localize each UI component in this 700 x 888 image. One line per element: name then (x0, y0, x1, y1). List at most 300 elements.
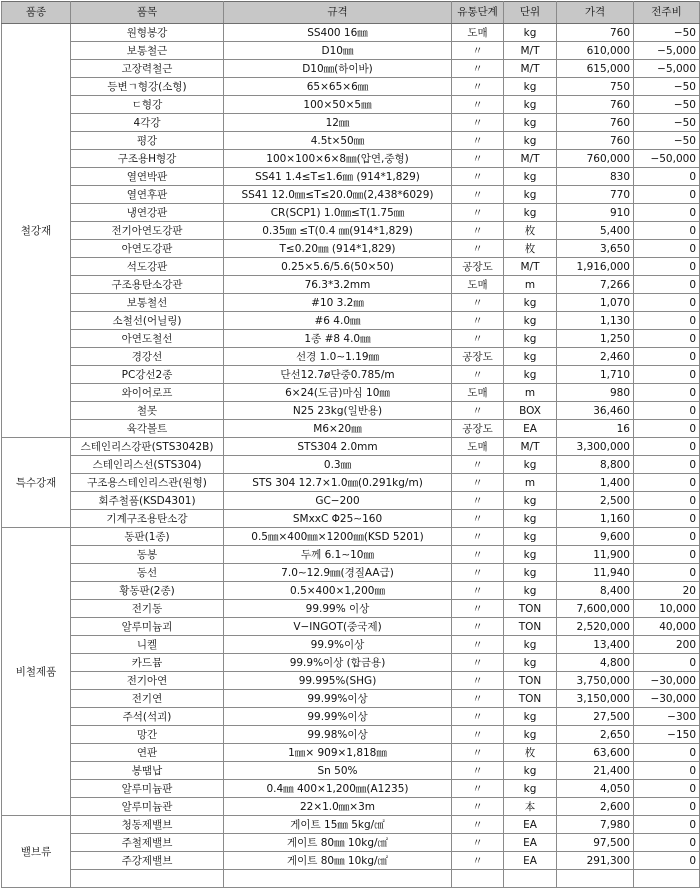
item-stage: 〃 (452, 294, 504, 312)
category-cell: 밸브류 (2, 816, 71, 888)
item-name: 원형봉강 (71, 24, 224, 42)
item-spec: 게이트 80㎜ 10kg/㎠ (224, 834, 452, 852)
item-unit: TON (504, 618, 557, 636)
item-price: 910 (557, 204, 634, 222)
item-name: 청동제밸브 (71, 816, 224, 834)
item-name: 소철선(어닐링) (71, 312, 224, 330)
item-unit: 枚 (504, 744, 557, 762)
item-change: 0 (634, 312, 700, 330)
item-price: 3,750,000 (557, 672, 634, 690)
item-unit: TON (504, 600, 557, 618)
item-stage: 〃 (452, 456, 504, 474)
table-row (2, 852, 700, 870)
item-change: 20 (634, 582, 700, 600)
item-change: 0 (634, 384, 700, 402)
table-row (2, 114, 700, 132)
item-unit: m (504, 384, 557, 402)
item-spec: 22×1.0㎜×3m (224, 798, 452, 816)
table-row (2, 510, 700, 528)
table-row (2, 186, 700, 204)
item-change: 0 (634, 348, 700, 366)
table-header (2, 2, 700, 24)
item-change: 0 (634, 780, 700, 798)
item-stage: 〃 (452, 402, 504, 420)
item-name: 주강제밸브 (71, 852, 224, 870)
item-spec: SS41 12.0㎜≤T≤20.0㎜(2,438*6029) (224, 186, 452, 204)
table-row (2, 204, 700, 222)
item-price: 770 (557, 186, 634, 204)
item-change: 0 (634, 654, 700, 672)
item-stage: 공장도 (452, 420, 504, 438)
item-unit: kg (504, 24, 557, 42)
item-name: 알루미늄판 (71, 780, 224, 798)
item-price: 750 (557, 78, 634, 96)
item-change: −50 (634, 78, 700, 96)
item-spec: SS400 16㎜ (224, 24, 452, 42)
empty-cell (634, 870, 700, 888)
item-change: 0 (634, 294, 700, 312)
item-price: 7,266 (557, 276, 634, 294)
item-change: 0 (634, 798, 700, 816)
empty-cell (224, 870, 452, 888)
item-unit: kg (504, 204, 557, 222)
item-spec: 0.25×5.6/5.6(50×50) (224, 258, 452, 276)
item-price: 615,000 (557, 60, 634, 78)
item-unit: kg (504, 312, 557, 330)
item-spec: 0.3㎜ (224, 456, 452, 474)
item-spec: 99.9%이상 (224, 636, 452, 654)
item-stage: 공장도 (452, 348, 504, 366)
header-item: 품목 (71, 2, 224, 24)
item-name: 주철제밸브 (71, 834, 224, 852)
item-price: 3,650 (557, 240, 634, 258)
item-stage: 〃 (452, 150, 504, 168)
item-stage: 〃 (452, 672, 504, 690)
item-price: 291,300 (557, 852, 634, 870)
item-change: 0 (634, 204, 700, 222)
item-unit: kg (504, 528, 557, 546)
item-change: 0 (634, 474, 700, 492)
item-name: 봉땜납 (71, 762, 224, 780)
item-name: 스테인리스강판(STS3042B) (71, 438, 224, 456)
item-stage: 〃 (452, 114, 504, 132)
item-name: 아연도철선 (71, 330, 224, 348)
item-price: 9,600 (557, 528, 634, 546)
item-change: 0 (634, 528, 700, 546)
table-row (2, 834, 700, 852)
table-row (2, 240, 700, 258)
item-price: 11,900 (557, 546, 634, 564)
item-spec: 선경 1.0∼1.19㎜ (224, 348, 452, 366)
item-change: 200 (634, 636, 700, 654)
table-row (2, 528, 700, 546)
empty-cell (557, 870, 634, 888)
item-unit: M/T (504, 438, 557, 456)
item-change: 0 (634, 330, 700, 348)
category-cell: 철강재 (2, 24, 71, 438)
item-unit: kg (504, 762, 557, 780)
item-name: 카드뮴 (71, 654, 224, 672)
item-name: 아연도강판 (71, 240, 224, 258)
item-stage: 〃 (452, 78, 504, 96)
item-change: 0 (634, 456, 700, 474)
item-stage: 〃 (452, 240, 504, 258)
table-row (2, 366, 700, 384)
item-unit: kg (504, 366, 557, 384)
item-spec: CR(SCP1) 1.0㎜≤T(1.75㎜ (224, 204, 452, 222)
item-price: 1,250 (557, 330, 634, 348)
item-change: 0 (634, 186, 700, 204)
header-unit: 단위 (504, 2, 557, 24)
item-stage: 〃 (452, 780, 504, 798)
table-row (2, 564, 700, 582)
empty-cell (504, 870, 557, 888)
item-change: 0 (634, 240, 700, 258)
item-stage: 〃 (452, 708, 504, 726)
item-stage: 공장도 (452, 258, 504, 276)
item-spec: 6×24(도금)마심 10㎜ (224, 384, 452, 402)
item-unit: kg (504, 564, 557, 582)
item-change: 0 (634, 420, 700, 438)
item-name: 경강선 (71, 348, 224, 366)
item-name: ㄷ형강 (71, 96, 224, 114)
table-row (2, 96, 700, 114)
item-price: 97,500 (557, 834, 634, 852)
item-price: 5,400 (557, 222, 634, 240)
item-price: 27,500 (557, 708, 634, 726)
item-unit: kg (504, 780, 557, 798)
item-unit: kg (504, 330, 557, 348)
item-price: 13,400 (557, 636, 634, 654)
table-row (2, 276, 700, 294)
item-change: 0 (634, 762, 700, 780)
item-name: 니켈 (71, 636, 224, 654)
item-price: 16 (557, 420, 634, 438)
item-price: 7,600,000 (557, 600, 634, 618)
empty-cell (71, 870, 224, 888)
item-unit: BOX (504, 402, 557, 420)
item-spec: 99.9%이상 (합금용) (224, 654, 452, 672)
item-unit: M/T (504, 258, 557, 276)
item-spec: 0.35㎜ ≤T(0.4 ㎜(914*1,829) (224, 222, 452, 240)
item-price: 3,150,000 (557, 690, 634, 708)
item-name: 냉연강판 (71, 204, 224, 222)
item-stage: 〃 (452, 816, 504, 834)
item-spec: 게이트 80㎜ 10kg/㎠ (224, 852, 452, 870)
item-spec: 1종 #8 4.0㎜ (224, 330, 452, 348)
item-unit: m (504, 276, 557, 294)
item-unit: 本 (504, 798, 557, 816)
item-stage: 〃 (452, 42, 504, 60)
category-cell: 특수강재 (2, 438, 71, 528)
category-cell: 비철제품 (2, 528, 71, 816)
table-row (2, 348, 700, 366)
item-unit: kg (504, 186, 557, 204)
item-price: 1,916,000 (557, 258, 634, 276)
item-price: 830 (557, 168, 634, 186)
item-name: 와이어로프 (71, 384, 224, 402)
item-price: 2,650 (557, 726, 634, 744)
item-stage: 도매 (452, 438, 504, 456)
item-name: 석도강판 (71, 258, 224, 276)
table-row (2, 258, 700, 276)
table-row (2, 600, 700, 618)
item-spec: 100×100×6×8㎜(압연,중형) (224, 150, 452, 168)
item-spec: T≤0.20㎜ (914*1,829) (224, 240, 452, 258)
item-name: 알루미늄괴 (71, 618, 224, 636)
item-name: 육각볼트 (71, 420, 224, 438)
item-unit: kg (504, 582, 557, 600)
item-change: −50 (634, 24, 700, 42)
table-row (2, 60, 700, 78)
table-row (2, 222, 700, 240)
item-price: 7,980 (557, 816, 634, 834)
item-name: 스테인리스선(STS304) (71, 456, 224, 474)
item-spec: 1㎜× 909×1,818㎜ (224, 744, 452, 762)
item-price: 63,600 (557, 744, 634, 762)
item-spec: N25 23kg(일반용) (224, 402, 452, 420)
table-row (2, 312, 700, 330)
header-category: 품종 (2, 2, 71, 24)
item-change: −50 (634, 114, 700, 132)
item-unit: EA (504, 420, 557, 438)
table-row (2, 294, 700, 312)
item-price: 21,400 (557, 762, 634, 780)
item-unit: kg (504, 456, 557, 474)
empty-row (2, 870, 700, 888)
item-price: 1,400 (557, 474, 634, 492)
item-price: 760 (557, 96, 634, 114)
item-spec: SMxxC Φ25∼160 (224, 510, 452, 528)
item-unit: TON (504, 672, 557, 690)
item-spec: D10㎜ (224, 42, 452, 60)
item-name: 기계구조용탄소강 (71, 510, 224, 528)
item-spec: 12㎜ (224, 114, 452, 132)
item-stage: 〃 (452, 222, 504, 240)
item-price: 3,300,000 (557, 438, 634, 456)
item-stage: 〃 (452, 510, 504, 528)
header-spec: 규격 (224, 2, 452, 24)
item-name: 열연후판 (71, 186, 224, 204)
item-stage: 〃 (452, 366, 504, 384)
item-spec: SS41 1.4≤T≤1.6㎜ (914*1,829) (224, 168, 452, 186)
item-name: 철못 (71, 402, 224, 420)
item-change: −5,000 (634, 42, 700, 60)
table-row (2, 168, 700, 186)
table-row (2, 402, 700, 420)
item-spec: 두께 6.1∼10㎜ (224, 546, 452, 564)
item-name: 전기연 (71, 690, 224, 708)
table-row (2, 780, 700, 798)
item-change: −300 (634, 708, 700, 726)
item-change: 0 (634, 852, 700, 870)
item-spec: 0.5×400×1,200㎜ (224, 582, 452, 600)
item-price: 760 (557, 24, 634, 42)
table-row (2, 474, 700, 492)
item-price: 760,000 (557, 150, 634, 168)
item-unit: kg (504, 708, 557, 726)
item-change: −50 (634, 132, 700, 150)
item-stage: 〃 (452, 636, 504, 654)
item-unit: kg (504, 636, 557, 654)
item-stage: 〃 (452, 528, 504, 546)
item-change: −5,000 (634, 60, 700, 78)
item-stage: 〃 (452, 744, 504, 762)
item-name: 전기아연 (71, 672, 224, 690)
item-spec: STS304 2.0mm (224, 438, 452, 456)
item-unit: kg (504, 132, 557, 150)
item-unit: kg (504, 546, 557, 564)
item-stage: 〃 (452, 726, 504, 744)
item-price: 610,000 (557, 42, 634, 60)
item-stage: 〃 (452, 564, 504, 582)
item-change: 0 (634, 834, 700, 852)
table-row (2, 672, 700, 690)
table-row (2, 744, 700, 762)
item-stage: 〃 (452, 492, 504, 510)
table-row (2, 456, 700, 474)
table-row (2, 726, 700, 744)
item-change: 0 (634, 438, 700, 456)
item-price: 36,460 (557, 402, 634, 420)
item-name: 보통철선 (71, 294, 224, 312)
item-spec: #6 4.0㎜ (224, 312, 452, 330)
table-row (2, 636, 700, 654)
item-stage: 〃 (452, 168, 504, 186)
item-stage: 〃 (452, 330, 504, 348)
item-unit: kg (504, 78, 557, 96)
item-name: 구조용탄소강관 (71, 276, 224, 294)
item-price: 980 (557, 384, 634, 402)
table-row (2, 330, 700, 348)
item-change: −50,000 (634, 150, 700, 168)
item-change: 0 (634, 168, 700, 186)
item-name: 전기동 (71, 600, 224, 618)
item-change: 40,000 (634, 618, 700, 636)
item-name: 구조용스테인리스관(원형) (71, 474, 224, 492)
table-row (2, 132, 700, 150)
table-row (2, 546, 700, 564)
item-stage: 〃 (452, 690, 504, 708)
item-stage: 〃 (452, 654, 504, 672)
item-unit: kg (504, 654, 557, 672)
item-name: 구조용H형강 (71, 150, 224, 168)
item-spec: 게이트 15㎜ 5kg/㎠ (224, 816, 452, 834)
item-stage: 도매 (452, 384, 504, 402)
table-row (2, 798, 700, 816)
price-table (1, 1, 700, 888)
item-spec: D10㎜(하이바) (224, 60, 452, 78)
header-price: 가격 (557, 2, 634, 24)
item-spec: 단선12.7ø단중0.785/m (224, 366, 452, 384)
item-stage: 〃 (452, 546, 504, 564)
empty-cell (452, 870, 504, 888)
item-price: 1,710 (557, 366, 634, 384)
item-price: 1,160 (557, 510, 634, 528)
item-spec: 76.3*3.2mm (224, 276, 452, 294)
item-stage: 〃 (452, 798, 504, 816)
item-name: 고장력철근 (71, 60, 224, 78)
item-price: 1,130 (557, 312, 634, 330)
item-spec: 100×50×5㎜ (224, 96, 452, 114)
item-change: 0 (634, 816, 700, 834)
item-unit: M/T (504, 42, 557, 60)
item-price: 2,600 (557, 798, 634, 816)
item-name: PC강선2종 (71, 366, 224, 384)
table-row (2, 492, 700, 510)
item-name: 망간 (71, 726, 224, 744)
item-unit: M/T (504, 150, 557, 168)
header-stage: 유통단계 (452, 2, 504, 24)
table-row (2, 384, 700, 402)
item-stage: 〃 (452, 96, 504, 114)
item-name: 4각강 (71, 114, 224, 132)
table-row (2, 708, 700, 726)
item-spec: 0.4㎜ 400×1,200㎜(A1235) (224, 780, 452, 798)
table-row (2, 150, 700, 168)
item-name: 보통철근 (71, 42, 224, 60)
table-row (2, 420, 700, 438)
item-price: 2,520,000 (557, 618, 634, 636)
item-price: 11,940 (557, 564, 634, 582)
item-spec: 65×65×6㎜ (224, 78, 452, 96)
item-change: −50 (634, 96, 700, 114)
item-unit: kg (504, 96, 557, 114)
item-stage: 〃 (452, 852, 504, 870)
item-spec: V−INGOT(중국제) (224, 618, 452, 636)
item-spec: 99.99%이상 (224, 690, 452, 708)
item-change: 0 (634, 492, 700, 510)
item-name: 등변ㄱ형강(소형) (71, 78, 224, 96)
item-unit: EA (504, 816, 557, 834)
item-spec: 99.99% 이상 (224, 600, 452, 618)
item-name: 동봉 (71, 546, 224, 564)
item-name: 동판(1종) (71, 528, 224, 546)
item-name: 동선 (71, 564, 224, 582)
table-row (2, 690, 700, 708)
table-body (2, 24, 700, 888)
item-name: 전기아연도강판 (71, 222, 224, 240)
item-name: 평강 (71, 132, 224, 150)
item-change: −150 (634, 726, 700, 744)
item-spec: 99.995%(SHG) (224, 672, 452, 690)
item-spec: GC−200 (224, 492, 452, 510)
item-spec: STS 304 12.7×1.0㎜(0.291kg/m) (224, 474, 452, 492)
item-spec: 0.5㎜×400㎜×1200㎜(KSD 5201) (224, 528, 452, 546)
item-stage: 〃 (452, 132, 504, 150)
item-name: 황동판(2종) (71, 582, 224, 600)
item-price: 2,500 (557, 492, 634, 510)
item-price: 8,400 (557, 582, 634, 600)
item-spec: M6×20㎜ (224, 420, 452, 438)
item-change: 0 (634, 564, 700, 582)
item-change: −30,000 (634, 690, 700, 708)
item-stage: 〃 (452, 762, 504, 780)
table-row (2, 24, 700, 42)
table-row (2, 816, 700, 834)
item-stage: 〃 (452, 474, 504, 492)
item-name: 주석(석괴) (71, 708, 224, 726)
item-stage: 〃 (452, 834, 504, 852)
item-price: 760 (557, 114, 634, 132)
item-unit: kg (504, 510, 557, 528)
header-change: 전주비 (634, 2, 700, 24)
item-unit: TON (504, 690, 557, 708)
item-name: 알루미늄관 (71, 798, 224, 816)
item-stage: 〃 (452, 618, 504, 636)
item-unit: kg (504, 114, 557, 132)
item-change: 0 (634, 258, 700, 276)
